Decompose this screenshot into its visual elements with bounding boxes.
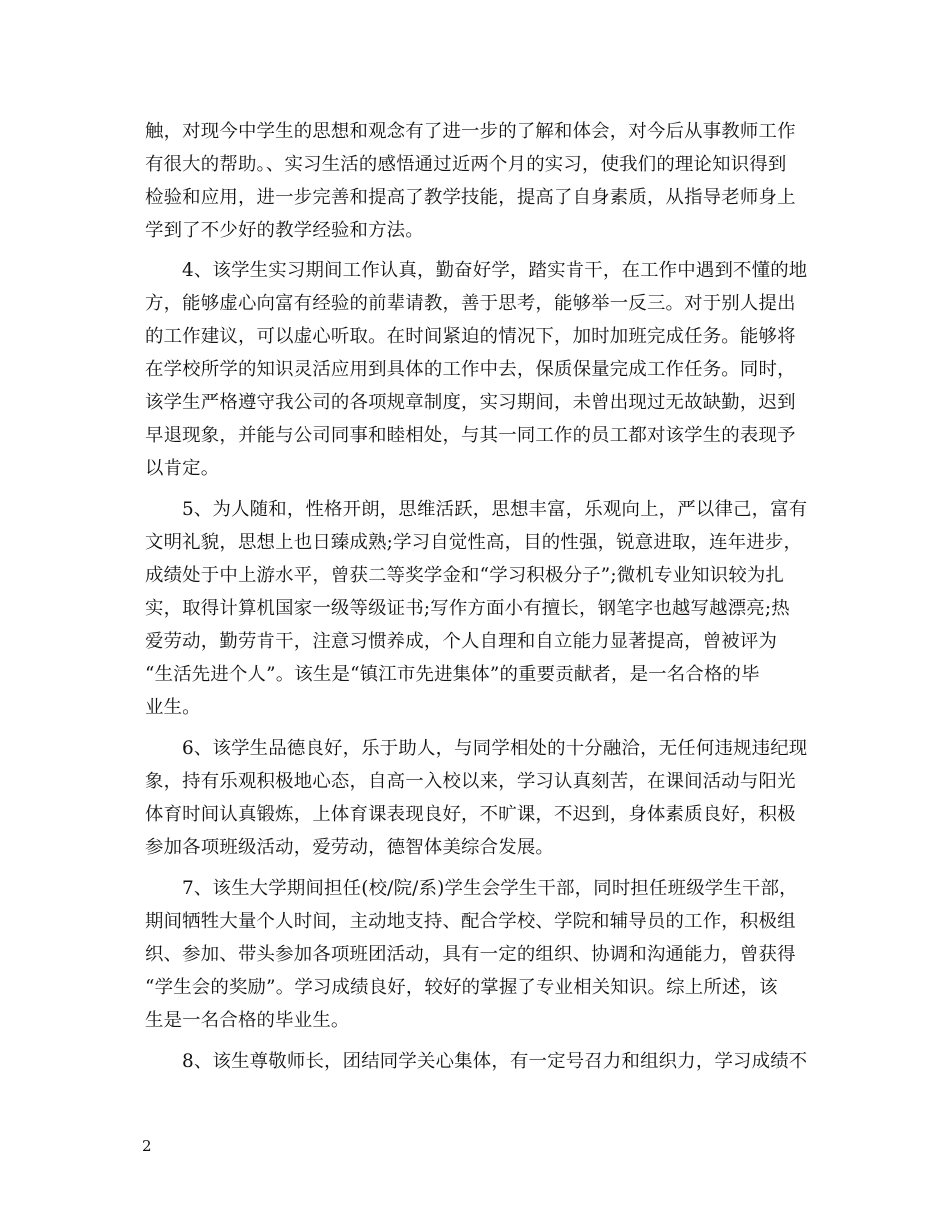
paragraph-continuation (145, 115, 810, 247)
text-line: 生是一名合格的毕业生。 (145, 1010, 350, 1031)
text-line: “学生会的奖励”。学习成绩良好，较好的掌握了专业相关知识。综上所述，该 (145, 977, 778, 998)
text-line: 业生。 (145, 697, 201, 718)
text-line: “生活先进个人”。该生是“镇江市先进集体”的重要贡献者，是一名合格的毕 (145, 664, 760, 685)
text-line: 期间牺牲大量个人时间，主动地支持、配合学校、学院和辅导员的工作，积极组 (145, 911, 796, 932)
paragraph-5 (145, 493, 810, 724)
text-line: 文明礼貌，思想上也日臻成熟;学习自觉性高，目的性强，锐意进取，连年进步， (145, 532, 803, 553)
text-line: 6、该学生品德良好，乐于助人，与同学相处的十分融洽，无任何违规违纪现 (182, 738, 808, 759)
text-line: 参加各项班级活动，爱劳动，德智体美综合发展。 (145, 837, 554, 858)
text-line: 8、该生尊敬师长，团结同学关心集体，有一定号召力和组织力，学习成绩不 (182, 1051, 808, 1072)
text-line: 5、为人随和，性格开朗，思维活跃，思想丰富，乐观向上，严以律己，富有 (182, 499, 808, 520)
text-line: 4、该学生实习期间工作认真，勤奋好学，踏实肯干，在工作中遇到不懂的地 (182, 260, 808, 281)
text-line: 学到了不少好的教学经验和方法。 (145, 220, 424, 241)
text-line: 检验和应用，进一步完善和提高了教学技能，提高了自身素质，从指导老师身上 (145, 187, 796, 208)
text-line: 在学校所学的知识灵活应用到具体的工作中去，保质保量完成工作任务。同时， (145, 359, 796, 380)
text-line: 触，对现今中学生的思想和观念有了进一步的了解和体会，对今后从事教师工作 (145, 121, 796, 142)
page-number: 2 (142, 1137, 152, 1155)
text-line: 有很大的帮助。、实习生活的感悟通过近两个月的实习，使我们的理论知识得到 (145, 154, 787, 175)
text-line: 实，取得计算机国家一级等级证书;写作方面小有擅长，钢笔字也越写越漂亮;热 (145, 598, 790, 619)
text-line: 方，能够虚心向富有经验的前辈请教，善于思考，能够举一反三。对于别人提出 (145, 293, 796, 314)
text-line: 该学生严格遵守我公司的各项规章制度，实习期间，未曾出现过无故缺勤，迟到 (145, 392, 796, 413)
text-line: 以肯定。 (145, 458, 220, 479)
text-line: 体育时间认真锻炼，上体育课表现良好，不旷课，不迟到，身体素质良好，积极 (145, 804, 796, 825)
text-line: 的工作建议，可以虚心听取。在时间紧迫的情况下，加时加班完成任务。能够将 (145, 326, 796, 347)
text-line: 爱劳动，勤劳肯干，注意习惯养成，个人自理和自立能力显著提高，曾被评为 (145, 631, 778, 652)
paragraph-4 (145, 254, 810, 485)
document-body (145, 115, 810, 1086)
text-line: 早退现象，并能与公司同事和睦相处，与其一同工作的员工都对该学生的表现予 (145, 425, 796, 446)
paragraph-6 (145, 732, 810, 864)
text-line: 7、该生大学期间担任(校/院/系)学生会学生干部，同时担任班级学生干部， (182, 878, 798, 899)
text-line: 织、参加、带头参加各项班团活动，具有一定的组织、协调和沟通能力，曾获得 (145, 944, 796, 965)
text-line: 成绩处于中上游水平，曾获二等奖学金和“学习积极分子”;微机专业知识较为扎 (145, 565, 785, 586)
paragraph-8 (145, 1045, 810, 1078)
paragraph-7 (145, 872, 810, 1037)
text-line: 象，持有乐观积极地心态，自高一入校以来，学习认真刻苦，在课间活动与阳光 (145, 771, 796, 792)
